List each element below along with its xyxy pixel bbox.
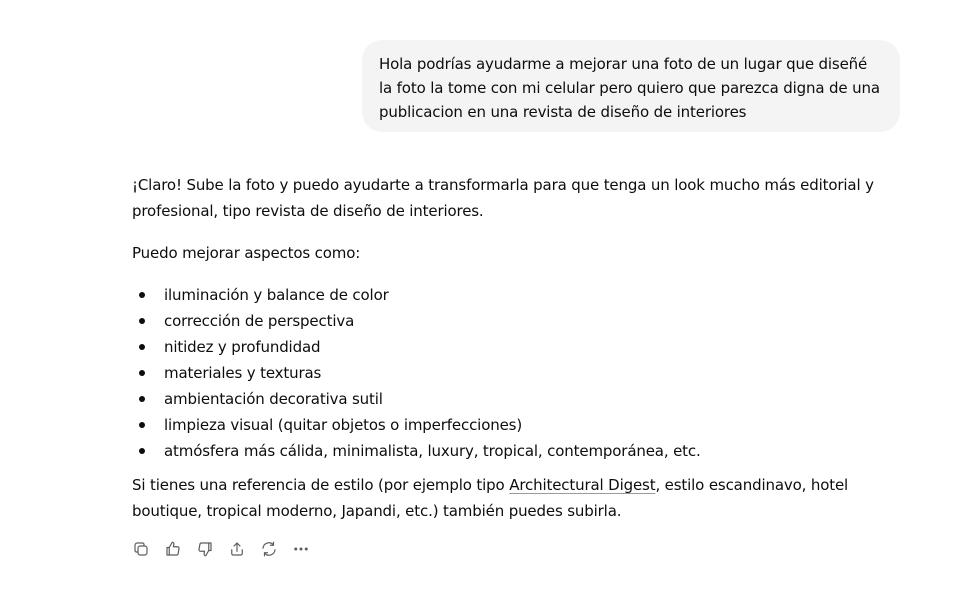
thumbs-up-button[interactable] (162, 536, 184, 562)
assistant-message (132, 172, 912, 524)
copy-button[interactable] (130, 536, 152, 562)
list-item: limpieza visual (quitar objetos o imperfecciones) (132, 412, 912, 438)
message-actions (130, 536, 312, 562)
regenerate-icon (260, 540, 278, 558)
list-item: corrección de perspectiva (132, 308, 912, 334)
list-item: iluminación y balance de color (132, 282, 912, 308)
share-button[interactable] (226, 536, 248, 562)
assistant-lead: Puedo mejorar aspectos como: (132, 244, 361, 262)
thumbs-up-icon (164, 540, 182, 558)
thumbs-down-button[interactable] (194, 536, 216, 562)
regenerate-button[interactable] (258, 536, 280, 562)
closing-text-start: Si tienes una referencia de estilo (por ejemplo tipo (132, 476, 510, 494)
thumbs-down-icon (196, 540, 214, 558)
improvement-list (132, 282, 912, 464)
more-icon (292, 540, 310, 558)
assistant-intro: ¡Claro! Sube la foto y puedo ayudarte a transformarla para que tenga un look mucho más editorial y profesional, tipo revista de diseño de interiores. (132, 176, 874, 220)
list-item: ambientación decorativa sutil (132, 386, 912, 412)
list-item: nitidez y profundidad (132, 334, 912, 360)
architectural-digest-link[interactable]: Architectural Digest (509, 476, 656, 494)
closing-text-end: , estilo escandinavo, hotel boutique, tropical moderno, Japandi, etc.) también puedes subirla. (132, 476, 849, 520)
assistant-closing (132, 472, 912, 524)
list-item: atmósfera más cálida, minimalista, luxury, tropical, contemporánea, etc. (132, 438, 912, 464)
copy-icon (132, 540, 150, 558)
user-message-bubble (362, 40, 900, 132)
list-item: materiales y texturas (132, 360, 912, 386)
share-icon (228, 540, 246, 558)
user-message-text: Hola podrías ayudarme a mejorar una foto de un lugar que diseñé la foto la tome con mi celular pero quiero que parezca digna de una publicacion en una revista de diseño de interiores (379, 55, 880, 121)
more-options-button[interactable] (290, 536, 312, 562)
